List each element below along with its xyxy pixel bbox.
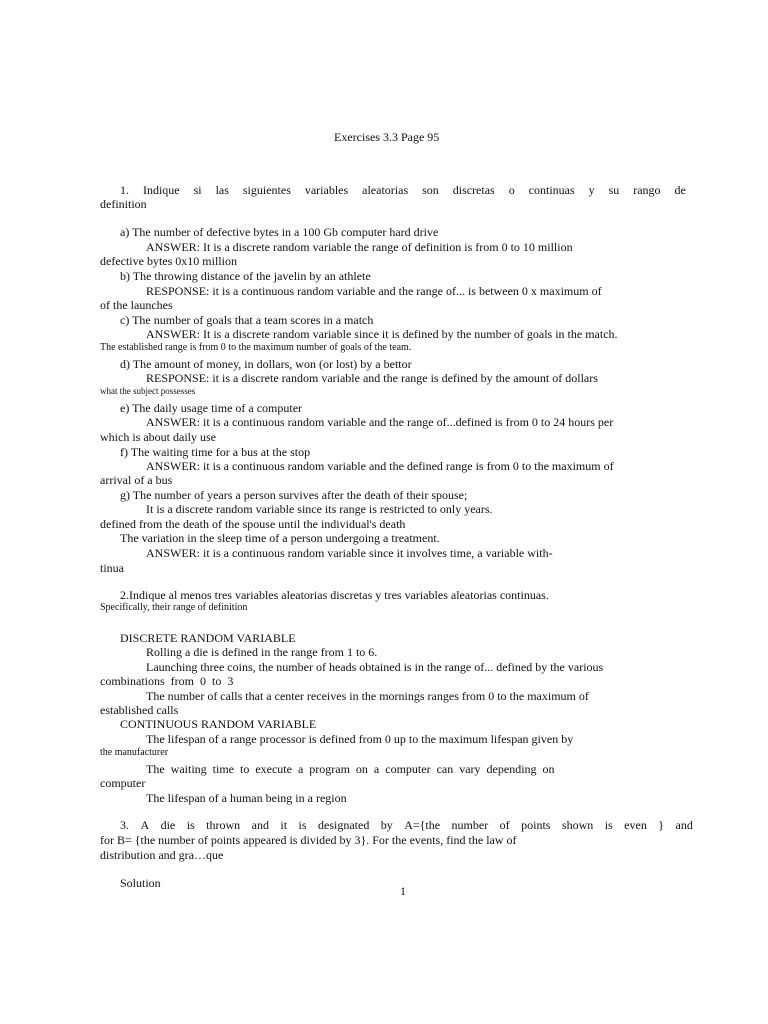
item-g-answer: It is a discrete random variable since its range is restricted to only years. [146,502,493,516]
item-c-question: c) The number of goals that a team scores in a match [120,313,374,327]
word: designated [318,818,370,832]
page-title: Exercises 3.3 Page 95 [334,130,440,144]
item-e-answer: ANSWER: it is a continuous random variable and the range of...defined is from 0 to 24 hours per [146,415,614,429]
item-d-answer: RESPONSE: it is a discrete random variable and the range is defined by the amount of dollars [146,371,598,385]
continuous-example-1-cont: the manufacturer [100,747,169,758]
solution-heading: Solution [120,876,161,890]
word: number [451,818,489,832]
word: by [380,818,393,832]
item-b-answer: RESPONSE: it is a continuous random variable and the range of... is between 0 x maximum of [146,284,602,298]
question-3-line-2: for B= {the number of points appeared is divided by 3}. For the events, find the law of [100,833,517,847]
word: son [422,183,439,197]
word: even [624,818,647,832]
discrete-example-3: The number of calls that a center receives in the mornings ranges from 0 to the maximum of [146,689,589,703]
item-e-answer-cont: which is about daily use [100,430,216,444]
item-b-answer-cont: of the launches [100,298,173,312]
word: is [298,818,307,832]
item-a-question: a) The number of defective bytes in a 100 Gb computer hard drive [120,225,439,239]
discrete-example-2-cont: combinations from 0 to 3 [100,674,234,688]
word: of [499,818,510,832]
discrete-example-1: Rolling a die is defined in the range from 1 to 6. [146,645,378,659]
item-e-question: e) The daily usage time of a computer [120,401,303,415]
word: siguientes [242,183,291,197]
question-3-line-1 [120,818,693,832]
continuous-example-3: The lifespan of a human being in a region [146,791,347,805]
word: 1. [120,183,129,197]
discrete-example-2: Launching three coins, the number of heads obtained is in the range of... defined by the various [146,660,604,674]
word: su [608,183,620,197]
word: points [521,818,551,832]
word: o [508,183,515,197]
item-h-answer: ANSWER: it is a continuous random variable since it involves time, a variable with- [146,546,553,560]
word: A [140,818,150,832]
word: continuas [528,183,575,197]
item-f-question: f) The waiting time for a bus at the stop [120,445,311,459]
question-1-line-2: definition [100,197,147,211]
word: aleatorias [362,183,409,197]
word: A={the [404,818,441,832]
word: si [193,183,202,197]
discrete-example-3-cont: established calls [100,703,179,717]
item-g-question: g) The number of years a person survives after the death of their spouse; [120,488,468,502]
word: shown [561,818,594,832]
continuous-heading: CONTINUOUS RANDOM VARIABLE [120,717,317,731]
item-a-answer: ANSWER: It is a discrete random variable the range of definition is from 0 to 10 million [146,240,573,254]
item-h-question: The variation in the sleep time of a person undergoing a treatment. [120,531,440,545]
question-2-line-2: Specifically, their range of definition [100,602,248,613]
item-c-answer-cont: The established range is from 0 to the maximum number of goals of the team. [100,342,412,353]
item-f-answer: ANSWER: it is a continuous random variable and the defined range is from 0 to the maximum of [146,459,614,473]
word: is [604,818,613,832]
question-3-line-3: distribution and gra…que [100,848,224,862]
word: 3. [120,818,129,832]
item-d-answer-cont: what the subject possesses [100,386,196,396]
word: discretas [452,183,495,197]
question-2-line-1: 2.Indique al menos tres variables aleatorias discretas y tres variables aleatorias continuas. [120,588,549,602]
item-b-question: b) The throwing distance of the javelin by an athlete [120,269,371,283]
word: las [215,183,229,197]
word: is [186,818,195,832]
word: die [160,818,176,832]
item-c-answer: ANSWER: It is a discrete random variable since it is defined by the number of goals in the match. [146,327,618,341]
item-h-answer-cont: tinua [100,561,124,575]
word: Indique [142,183,180,197]
item-f-answer-cont: arrival of a bus [100,473,173,487]
continuous-example-2-cont: computer [100,776,146,790]
item-g-answer-cont: defined from the death of the spouse until the individual's death [100,517,406,531]
word: variables [304,183,349,197]
word: rango [633,183,661,197]
word: y [588,183,595,197]
word: de [674,183,686,197]
continuous-example-2: The waiting time to execute a program on a computer can vary depending on [146,762,555,776]
word: and [251,818,269,832]
discrete-heading: DISCRETE RANDOM VARIABLE [120,631,296,645]
word: thrown [206,818,241,832]
item-a-answer-cont: defective bytes 0x10 million [100,254,237,268]
question-1-line-1 [120,183,686,197]
word: } [658,818,665,832]
word: it [280,818,288,832]
item-d-question: d) The amount of money, in dollars, won (or lost) by a bettor [120,357,412,371]
word: and [675,818,693,832]
continuous-example-1: The lifespan of a range processor is defined from 0 up to the maximum lifespan given by [146,732,574,746]
page-number: 1 [400,884,406,898]
